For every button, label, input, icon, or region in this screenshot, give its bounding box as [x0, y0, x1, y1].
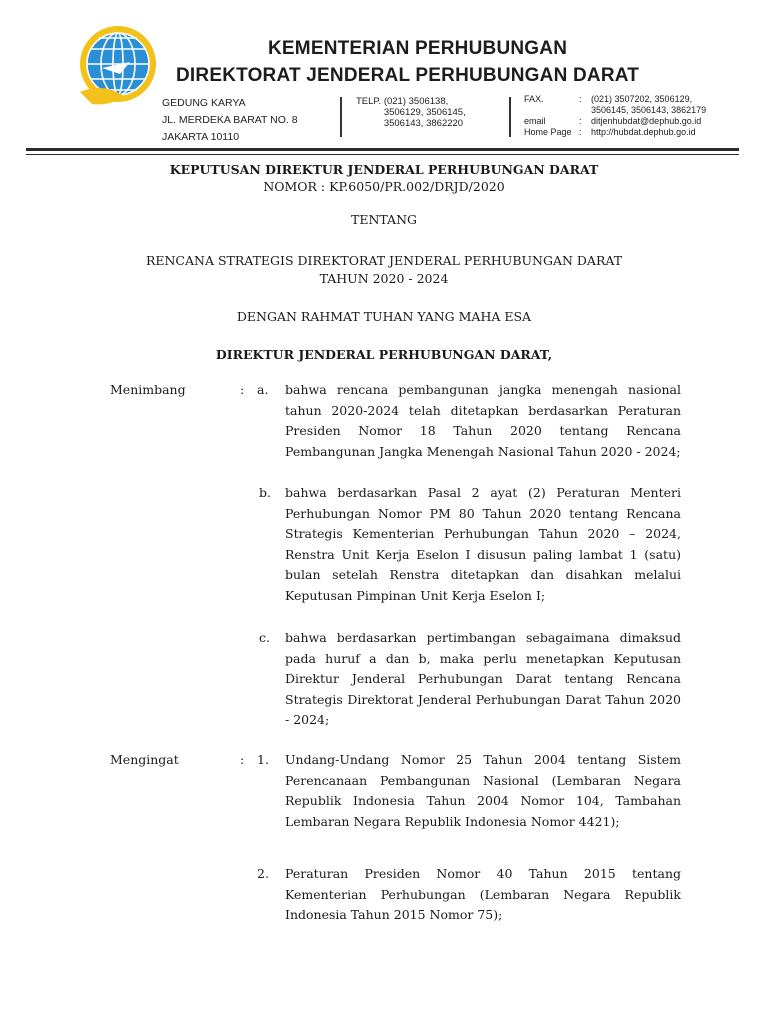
contact-value: 3506145, 3506143, 3862179 [591, 105, 707, 115]
header-rule-thin [26, 154, 739, 155]
decree-subject: RENCANA STRATEGIS DIREKTORAT JENDERAL PERHUBUNGAN DARAT [145, 253, 623, 268]
address-line: JAKARTA 10110 [162, 131, 240, 143]
telp-line: (021) 3506138, [383, 96, 449, 107]
menimbang-item-c: bahwa berdasarkan pertimbangan sebagaimana dimaksud pada huruf a dan b, maka perlu menetapkan Keputusan Direktur Jenderal Perhubungan Darat tentang Rencana Strategis Direktorat Jenderal Perhubungan Darat Tahun 2020 - 2024; [285, 630, 681, 728]
directorate-name: DIREKTORAT JENDERAL PERHUBUNGAN DARAT [176, 65, 640, 86]
divider [509, 97, 511, 137]
contact-sep [579, 105, 591, 116]
menimbang-item-a: bahwa rencana pembangunan jangka menengah nasional tahun 2020-2024 telah ditetapkan berdasarkan Peraturan Presiden Nomor 18 Tahun 2020 tentang Rencana Pembangunan Jangka Menengah Nasional Tahun 2020 - 2024; [285, 382, 681, 459]
address-line: GEDUNG KARYA [162, 97, 246, 109]
ministry-name: KEMENTERIAN PERHUBUNGAN [268, 38, 568, 59]
item-mark: 1. [257, 752, 269, 767]
mengingat-colon: : [240, 752, 245, 767]
telp-values [384, 96, 466, 129]
contact-row [524, 127, 731, 138]
menimbang-label: Menimbang [110, 382, 186, 397]
office-address [162, 95, 298, 146]
telephone-block [356, 96, 466, 129]
issuer: DIREKTUR JENDERAL PERHUBUNGAN DARAT, [215, 347, 553, 362]
contact-sep: : [579, 116, 582, 126]
blessing: DENGAN RAHMAT TUHAN YANG MAHA ESA [236, 309, 532, 324]
contact-key [524, 105, 579, 116]
telp-line: 3506143, 3862220 [383, 118, 464, 129]
contact-key: FAX. [524, 94, 544, 104]
menimbang-item-b: bahwa berdasarkan Pasal 2 ayat (2) Peraturan Menteri Perhubungan Nomor PM 80 Tahun 2020 tentang Rencana Strategis Kementerian Perhubungan Tahun 2020 – 2024, Renstra Unit Kerja Eselon I disusun paling lambat 1 (satu) bulan setelah Renstra ditetapkan dan disahkan melalui Keputusan Pimpinan Unit Kerja Eselon I; [285, 485, 681, 603]
contact-key: Home Page [524, 127, 572, 137]
item-mark: a. [257, 382, 269, 397]
telp-label: TELP. [356, 96, 382, 107]
contact-key: email [524, 116, 546, 126]
contact-row [524, 105, 731, 116]
contact-block [524, 94, 731, 138]
decree-title: KEPUTUSAN DIREKTUR JENDERAL PERHUBUNGAN DARAT [169, 162, 599, 177]
item-mark: c. [259, 630, 270, 645]
contact-sep: : [579, 127, 582, 137]
decree-number: NOMOR : KP.6050/PR.002/DRJD/2020 [263, 179, 505, 194]
decree-about: TENTANG [350, 212, 417, 227]
header-rule-thick [26, 148, 739, 151]
contact-sep: : [579, 94, 582, 104]
contact-value: (021) 3507202, 3506129, [591, 94, 693, 104]
mengingat-item-1: Undang-Undang Nomor 25 Tahun 2004 tentang Sistem Perencanaan Pembangunan Nasional (Lembaran Negara Republik Indonesia Tahun 2004 Nomor 104, Tambahan Lembaran Negara Republik Indonesia Nomor 4421); [285, 752, 681, 829]
divider [340, 97, 342, 137]
address-line: JL. MERDEKA BARAT NO. 8 [162, 114, 298, 126]
homepage-link[interactable]: http://hubdat.dephub.go.id [591, 127, 696, 137]
email-link[interactable]: ditjenhubdat@dephub.go.id [591, 116, 702, 126]
decree-subject-year: TAHUN 2020 - 2024 [319, 271, 449, 286]
menimbang-colon: : [240, 382, 245, 397]
contact-row [524, 94, 731, 105]
telp-line: 3506129, 3506145, [383, 107, 466, 118]
mengingat-label: Mengingat [110, 752, 179, 767]
contact-row [524, 116, 731, 127]
mengingat-item-2: Peraturan Presiden Nomor 40 Tahun 2015 tentang Kementerian Perhubungan (Lembaran Negara Republik Indonesia Tahun 2015 Nomor 75); [285, 866, 681, 923]
item-mark: b. [259, 485, 271, 500]
ministry-logo [72, 22, 160, 110]
item-mark: 2. [257, 866, 269, 881]
